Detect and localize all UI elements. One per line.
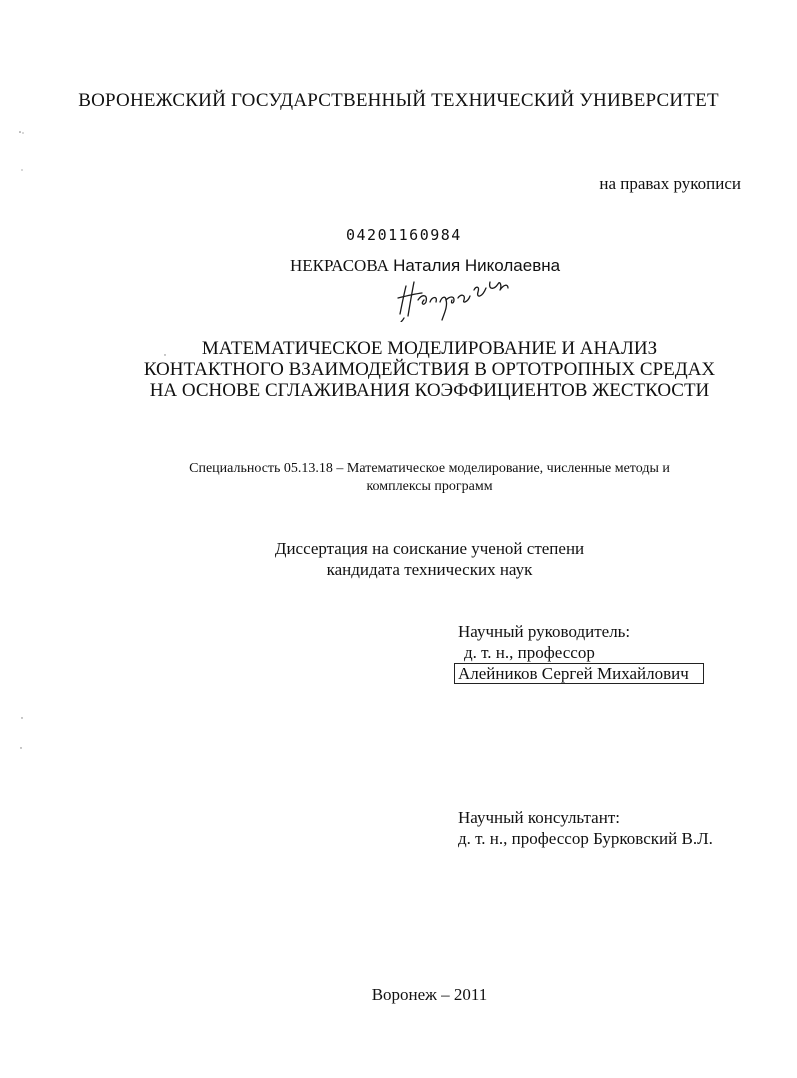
specialty-line: Специальность 05.13.18 – Математическое моделирование, численные методы и — [189, 461, 670, 476]
author-given-names: Наталия Николаевна — [393, 256, 561, 275]
title-line: КОНТАКТНОГО ВЗАИМОДЕЙСТВИЯ В ОРТОТРОПНЫХ СРЕДАХ — [143, 359, 716, 380]
city-and-year: Воронеж – 2011 — [371, 985, 488, 1004]
university-name: ВОРОНЕЖСКИЙ ГОСУДАРСТВЕННЫЙ ТЕХНИЧЕСКИЙ УНИВЕРСИТЕТ — [78, 90, 719, 111]
consultant-role: Научный консультант: — [458, 808, 620, 827]
author-signature — [394, 276, 524, 322]
specialty — [0, 460, 797, 496]
supervisor-block — [458, 621, 704, 684]
author-name — [290, 256, 560, 276]
supervisor-name: Алейников Сергей Михайлович — [454, 663, 704, 684]
dissertation-title — [0, 338, 797, 401]
specialty-line: комплексы программ — [366, 479, 493, 494]
consultant-degree-and-name: д. т. н., профессор Бурковский В.Л. — [458, 829, 713, 848]
title-line: НА ОСНОВЕ СГЛАЖИВАНИЯ КОЭФФИЦИЕНТОВ ЖЕСТКОСТИ — [149, 380, 710, 401]
degree-line: Диссертация на соискание ученой степени — [274, 539, 585, 558]
supervisor-degree: д. т. н., профессор — [464, 643, 595, 662]
supervisor-role: Научный руководитель: — [458, 622, 631, 641]
author-surname: НЕКРАСОВА — [290, 256, 389, 275]
title-line: МАТЕМАТИЧЕСКОЕ МОДЕЛИРОВАНИЕ И АНАЛИЗ — [201, 338, 658, 359]
consultant-block — [458, 807, 713, 849]
degree-statement — [0, 538, 797, 580]
registry-number: 04201160984 — [346, 226, 462, 244]
manuscript-note: на правах рукописи — [599, 174, 741, 193]
degree-line: кандидата технических наук — [326, 560, 533, 579]
